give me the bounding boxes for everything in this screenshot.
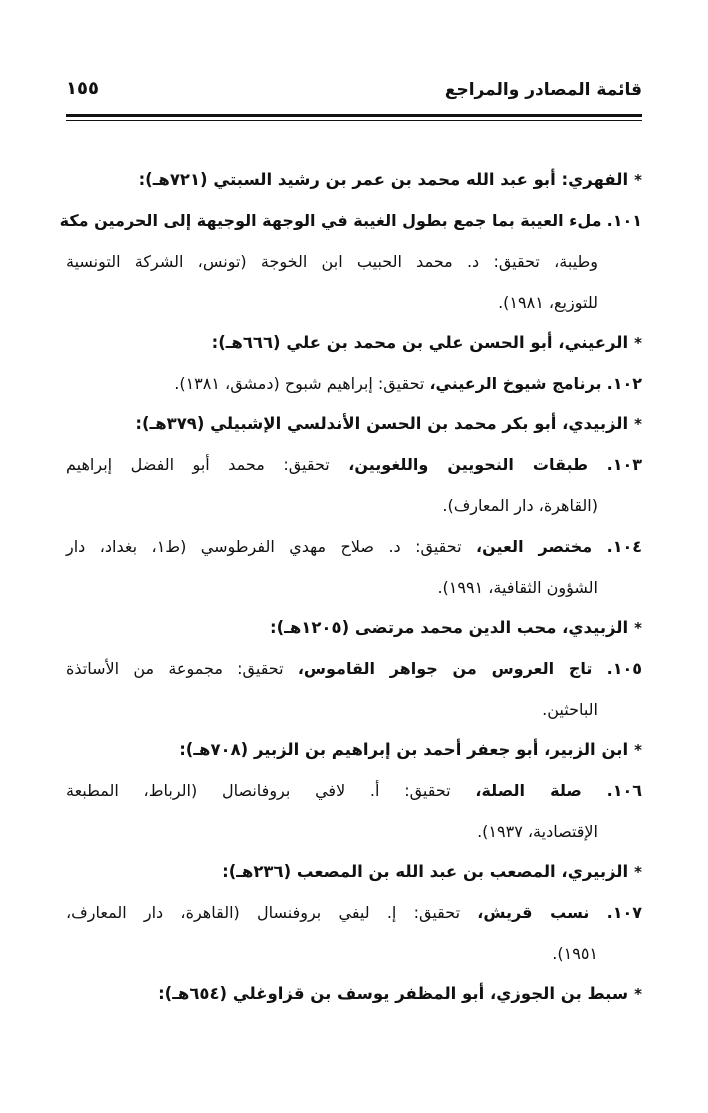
bibliography-item bbox=[66, 526, 642, 567]
bibliography-list bbox=[59, 160, 643, 1014]
author-heading bbox=[66, 730, 642, 770]
item-title: صلة الصلة، bbox=[475, 781, 582, 800]
author-heading bbox=[66, 852, 642, 892]
author-heading bbox=[66, 323, 642, 363]
author-text: سبط بن الجوزي، أبو المظفر يوسف بن قزاوغلي (٦٥٤هـ): bbox=[158, 984, 629, 1003]
item-title: ملء العيبة بما جمع بطول الغيبة في الوجهة الوجيهة إلى الحرمين مكة bbox=[59, 211, 602, 230]
item-title: برنامج شيوخ الرعيني، bbox=[429, 374, 602, 393]
item-title: نسب قريش، bbox=[477, 903, 590, 922]
bullet-star-icon: * bbox=[634, 415, 642, 433]
item-number: ١٠٧. bbox=[606, 903, 643, 922]
bibliography-item bbox=[66, 363, 642, 404]
bibliography-item bbox=[66, 648, 642, 689]
item-number: ١٠٢. bbox=[606, 374, 642, 393]
author-text: الزبيدي، محب الدين محمد مرتضى (١٢٠٥هـ): bbox=[270, 618, 629, 637]
author-text: الزبيدي، أبو بكر محمد بن الحسن الأندلسي الإشبيلي (٣٧٩هـ): bbox=[135, 414, 629, 433]
item-continuation: (القاهرة، دار المعارف). bbox=[442, 496, 598, 515]
author-heading bbox=[66, 608, 642, 648]
author-text: الزبيري، المصعب بن عبد الله بن المصعب (٢٣٦هـ): bbox=[222, 862, 629, 881]
header-rule-thick bbox=[66, 114, 642, 117]
author-text: الرعيني، أبو الحسن علي بن محمد بن علي (٦٦٦هـ): bbox=[211, 333, 629, 352]
item-title: مختصر العين، bbox=[476, 537, 593, 556]
running-title: قائمة المصادر والمراجع bbox=[444, 80, 642, 100]
item-details: تحقيق: إبراهيم شبوح (دمشق، ١٣٨١). bbox=[174, 374, 430, 393]
item-details: تحقيق: مجموعة من الأساتذة bbox=[66, 659, 298, 678]
page-number: ١٥٥ bbox=[66, 78, 99, 99]
author-heading bbox=[66, 404, 642, 444]
bibliography-item bbox=[66, 892, 642, 933]
author-text: ابن الزبير، أبو جعفر أحمد بن إبراهيم بن الزبير (٧٠٨هـ): bbox=[179, 740, 629, 759]
item-continuation: للتوزيع، ١٩٨١). bbox=[498, 293, 598, 312]
author-heading bbox=[66, 974, 642, 1014]
item-continuation: الباحثين. bbox=[542, 700, 598, 719]
header-rule-thin bbox=[66, 120, 642, 121]
item-continuation: وطيبة، تحقيق: د. محمد الحبيب ابن الخوجة (تونس، الشركة التونسية bbox=[66, 252, 598, 271]
item-details: تحقيق: د. صلاح مهدي الفرطوسي (ط١، بغداد، دار bbox=[66, 537, 477, 556]
author-text: الفهري: أبو عبد الله محمد بن عمر بن رشيد السبتي (٧٢١هـ): bbox=[138, 170, 629, 189]
bullet-star-icon: * bbox=[634, 741, 642, 759]
bullet-star-icon: * bbox=[634, 334, 642, 352]
item-continuation: ١٩٥١). bbox=[552, 944, 598, 963]
item-number: ١٠٣. bbox=[606, 455, 642, 474]
item-details: تحقيق: أ. لافي بروفانصال (الرباط، المطبعة bbox=[66, 781, 476, 800]
item-number: ١٠٤. bbox=[606, 537, 643, 556]
item-number: ١٠٥. bbox=[606, 659, 643, 678]
bullet-star-icon: * bbox=[634, 619, 642, 637]
item-title: طبقات النحويين واللغويين، bbox=[348, 455, 589, 474]
item-details: تحقيق: محمد أبو الفضل إبراهيم bbox=[66, 455, 349, 474]
author-heading bbox=[66, 160, 642, 200]
bibliography-item bbox=[66, 770, 642, 811]
item-details: تحقيق: إ. ليفي بروفنسال (القاهرة، دار المعارف، bbox=[66, 903, 478, 922]
item-number: ١٠٦. bbox=[606, 781, 643, 800]
page-header bbox=[66, 76, 642, 110]
bibliography-item bbox=[66, 444, 642, 485]
bullet-star-icon: * bbox=[634, 171, 642, 189]
item-continuation: الإقتصادية، ١٩٣٧). bbox=[477, 822, 598, 841]
bullet-star-icon: * bbox=[634, 863, 642, 881]
bullet-star-icon: * bbox=[634, 985, 642, 1003]
item-title: تاج العروس من جواهر القاموس، bbox=[297, 659, 593, 678]
item-number: ١٠١. bbox=[606, 211, 642, 230]
bibliography-item bbox=[59, 200, 642, 241]
item-continuation: الشؤون الثقافية، ١٩٩١). bbox=[437, 578, 598, 597]
